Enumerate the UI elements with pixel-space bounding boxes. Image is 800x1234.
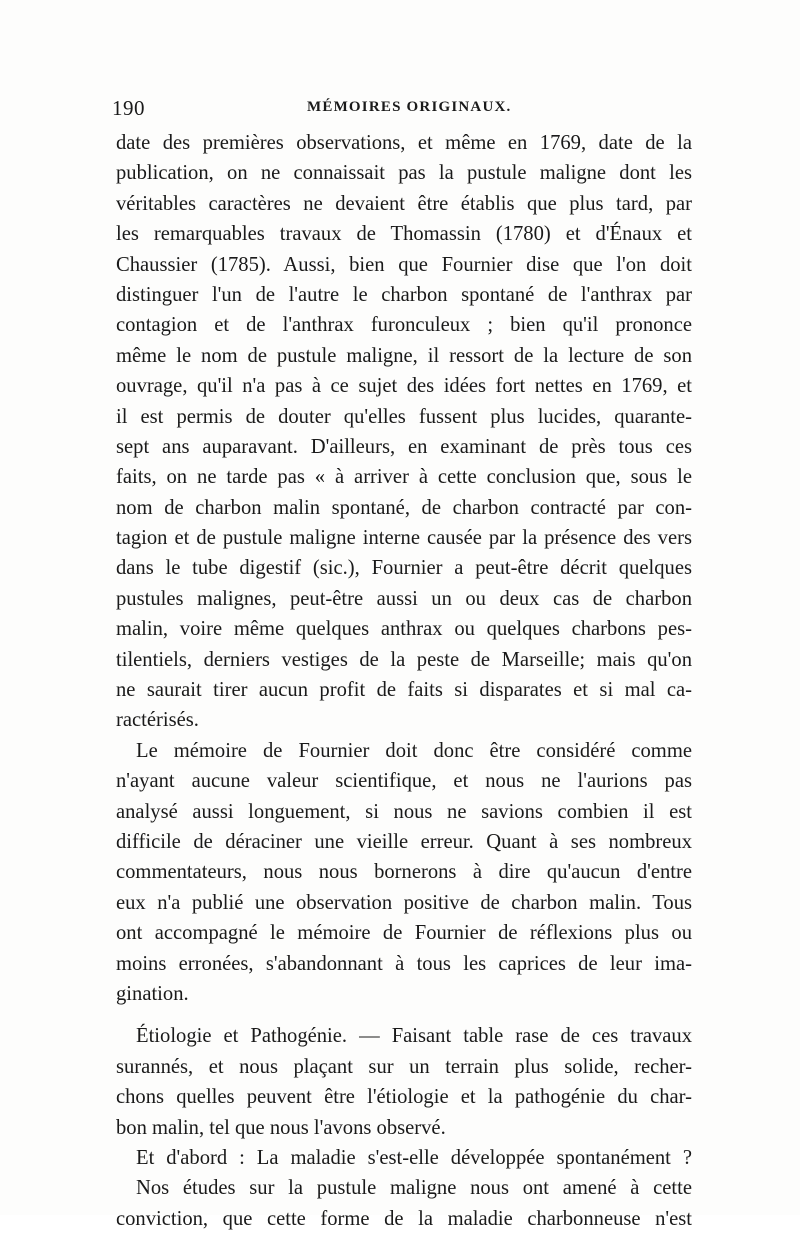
text-line: même le nom de pustule maligne, il ressort de la lecture de son bbox=[116, 344, 692, 367]
text-line: difficile de déraciner une vieille erreur. Quant à ses nombreux bbox=[116, 830, 692, 853]
text-line: analysé aussi longuement, si nous ne savions combien il est bbox=[116, 800, 692, 823]
text-line: les remarquables travaux de Thomassin (1780) et d'Énaux et bbox=[116, 223, 692, 246]
text-line: contagion et de l'anthrax furonculeux ; bien qu'il prononce bbox=[116, 314, 692, 337]
text-line: malin, voire même quelques anthrax ou quelques charbons pes- bbox=[116, 618, 692, 641]
body-text bbox=[116, 128, 692, 1234]
text-line: eux n'a publié une observation positive de charbon malin. Tous bbox=[116, 891, 692, 914]
section-heading-line: Étiologie et Pathogénie. — Faisant table rase de ces travaux bbox=[136, 1025, 692, 1048]
text-line: ne saurait tirer aucun profit de faits si disparates et si mal ca- bbox=[116, 679, 692, 702]
text-line: ont accompagné le mémoire de Fournier de réflexions plus ou bbox=[116, 922, 692, 945]
paragraph-first-line: Le mémoire de Fournier doit donc être considéré comme bbox=[136, 739, 692, 762]
text-line: distinguer l'un de l'autre le charbon spontané de l'anthrax par bbox=[116, 283, 692, 306]
text-line: gination. bbox=[116, 982, 189, 1005]
text-line: ouvrage, qu'il n'a pas à ce sujet des idées fort nettes en 1769, et bbox=[116, 375, 692, 398]
text-line: chons quelles peuvent être l'étiologie et la pathogénie du char- bbox=[116, 1086, 692, 1109]
text-line: moins erronées, s'abandonnant à tous les caprices de leur ima- bbox=[116, 952, 692, 975]
text-line: véritables caractères ne devaient être établis que plus tard, par bbox=[116, 192, 692, 215]
text-line: tilentiels, derniers vestiges de la peste de Marseille; mais qu'on bbox=[116, 648, 692, 671]
text-line: tagion et de pustule maligne interne causée par la présence des vers bbox=[116, 527, 692, 550]
text-line: n'ayant aucune valeur scientifique, et nous ne l'aurions pas bbox=[116, 770, 692, 793]
text-line: publication, on ne connaissait pas la pustule maligne dont les bbox=[116, 162, 692, 185]
text-line: pustules malignes, peut-être aussi un ou deux cas de charbon bbox=[116, 587, 692, 610]
running-title: MÉMOIRES ORIGINAUX. bbox=[307, 99, 512, 115]
page-number: 190 bbox=[112, 96, 145, 120]
text-line: il est permis de douter qu'elles fussent plus lucides, quarante- bbox=[116, 405, 692, 428]
running-head bbox=[112, 96, 692, 122]
section-gap bbox=[116, 1009, 692, 1021]
text-line: ractérisés. bbox=[116, 709, 199, 732]
text-line: sept ans auparavant. D'ailleurs, en examinant de près tous ces bbox=[116, 435, 692, 458]
text-line: Chaussier (1785). Aussi, bien que Fournier dise que l'on doit bbox=[116, 253, 692, 276]
text-line: dans le tube digestif (sic.), Fournier a peut-être décrit quelques bbox=[116, 557, 692, 580]
text-line: conviction, que cette forme de la maladie charbonneuse n'est bbox=[116, 1207, 692, 1230]
text-line: faits, on ne tarde pas « à arriver à cette conclusion que, sous le bbox=[116, 466, 692, 489]
text-line: commentateurs, nous nous bornerons à dire qu'aucun d'entre bbox=[116, 861, 692, 884]
text-line: nom de charbon malin spontané, de charbon contracté par con- bbox=[116, 496, 692, 519]
paragraph-first-line: Et d'abord : La maladie s'est-elle développée spontanément ? bbox=[136, 1146, 692, 1169]
text-line: surannés, et nous plaçant sur un terrain plus solide, recher- bbox=[116, 1055, 692, 1078]
text-line: date des premières observations, et même en 1769, date de la bbox=[116, 132, 692, 154]
paragraph-first-line: Nos études sur la pustule maligne nous ont amené à cette bbox=[136, 1177, 692, 1200]
text-line: bon malin, tel que nous l'avons observé. bbox=[116, 1116, 446, 1139]
